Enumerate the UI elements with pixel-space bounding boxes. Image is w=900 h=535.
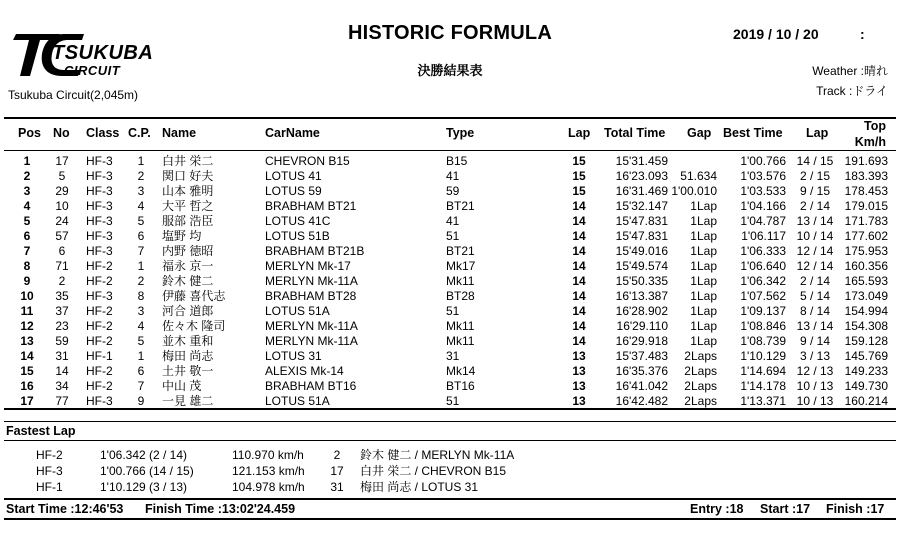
start-count: Start :17 [760,502,811,516]
cell-type: 31 [446,349,460,363]
results-table-body [0,154,900,409]
fastest-lap-speed: 104.978 km/h [232,480,305,494]
cell-total: 16'29.918 [615,334,668,348]
cell-class: HF-2 [86,274,113,288]
cell-gap: 1Lap [690,259,717,273]
cell-name: 伊藤 喜代志 [162,289,226,303]
cell-blap: 2 / 15 [799,169,831,183]
cell-name: 梅田 尚志 [162,349,214,363]
table-bottom-rule [4,408,896,410]
cell-cp: 2 [137,274,145,288]
cell-best: 1'06.117 [741,229,786,243]
cell-gap: 1Lap [690,274,717,288]
cell-cp: 4 [137,319,145,333]
cell-gap: 1Lap [690,199,717,213]
cell-pos: 1 [23,154,31,168]
cell-class: HF-3 [86,244,113,258]
cell-gap: 1Lap [690,334,717,348]
page-title: HISTORIC FORMULA [348,22,552,44]
cell-name: 土井 敬一 [162,364,214,378]
cell-car: LOTUS 31 [265,349,322,363]
fastest-lap-class: HF-3 [36,464,63,478]
cell-kmh: 177.602 [844,229,888,243]
cell-pos: 10 [20,289,34,303]
cell-no: 37 [55,304,69,318]
cell-car: BRABHAM BT28 [265,289,357,303]
cell-pos: 12 [20,319,34,333]
cell-blap: 10 / 13 [796,394,834,408]
cell-class: HF-2 [86,334,113,348]
cell-cp: 2 [137,169,145,183]
cell-name: 内野 徳昭 [162,244,214,258]
cell-cp: 1 [137,259,145,273]
cell-pos: 6 [23,229,31,243]
fastest-lap-title: Fastest Lap [6,424,76,438]
cell-lap: 13 [572,364,586,378]
cell-kmh: 154.994 [844,304,888,318]
col-no: No [53,126,70,140]
cell-type: Mk11 [446,334,475,348]
cell-car: CHEVRON B15 [265,154,350,168]
cell-pos: 7 [23,244,31,258]
table-row [0,154,900,169]
col-carname: CarName [265,126,320,140]
cell-gap: 2Laps [684,394,717,408]
cell-total: 15'49.016 [615,244,668,258]
cell-type: BT28 [446,289,475,303]
cell-best: 1'04.166 [740,199,786,213]
fastest-lap-time: 1'06.342 (2 / 14) [100,448,188,462]
cell-car: LOTUS 51B [265,229,330,243]
fastest-lap-time: 1'00.766 (14 / 15) [100,464,194,478]
table-row [0,349,900,364]
cell-best: 1'14.694 [740,364,786,378]
venue-label: Tsukuba Circuit(2,045m) [8,88,139,102]
table-row [0,379,900,394]
cell-pos: 9 [23,274,31,288]
cell-total: 16'35.376 [615,364,668,378]
cell-total: 15'31.459 [615,154,668,168]
col-total-time: Total Time [604,126,666,140]
cell-type: BT21 [446,244,475,258]
col-lap: Lap [568,126,591,140]
cell-gap: 1Lap [690,304,717,318]
cell-pos: 8 [23,259,31,273]
cell-name: 一見 雄二 [162,394,214,408]
cell-best: 1'13.371 [740,394,786,408]
cell-cp: 6 [137,364,145,378]
cell-pos: 2 [23,169,31,183]
race-date-suffix: : [860,26,865,42]
list-item [0,463,900,479]
cell-no: 23 [55,319,69,333]
cell-total: 16'41.042 [615,379,668,393]
cell-class: HF-2 [86,304,113,318]
cell-no: 10 [55,199,69,213]
cell-car: BRABHAM BT21B [265,244,365,258]
fastest-lap-class: HF-2 [36,448,63,462]
cell-name: 河合 道郎 [162,304,214,318]
cell-cp: 8 [137,289,145,303]
cell-gap: 1Lap [690,214,717,228]
cell-no: 2 [58,274,66,288]
footer-top-rule [4,498,896,500]
cell-car: MERLYN Mk-11A [265,334,358,348]
cell-best: 1'10.129 [740,349,786,363]
table-header-rule [4,150,896,151]
cell-kmh: 183.393 [844,169,888,183]
cell-gap: 1Lap [690,319,717,333]
cell-total: 15'50.335 [615,274,668,288]
cell-kmh: 160.214 [844,394,888,408]
cell-class: HF-3 [86,289,113,303]
cell-no: 57 [55,229,69,243]
table-row [0,199,900,214]
cell-kmh: 149.730 [844,379,888,393]
cell-no: 35 [55,289,69,303]
table-row [0,274,900,289]
cell-cp: 4 [137,199,145,213]
cell-gap: 1Lap [690,289,717,303]
col-best-lap: Lap [806,126,829,140]
cell-blap: 13 / 14 [796,214,834,228]
cell-name: 佐々木 隆司 [162,319,226,333]
cell-name: 塩野 均 [162,229,202,243]
cell-kmh: 145.769 [844,349,888,363]
cell-lap: 15 [572,169,586,183]
cell-total: 16'13.387 [615,289,668,303]
cell-total: 16'29.110 [616,319,668,333]
cell-kmh: 179.015 [844,199,888,213]
cell-kmh: 159.128 [844,334,888,348]
cell-lap: 15 [572,154,586,168]
col-pos: Pos [18,126,41,140]
cell-lap: 14 [572,229,586,243]
cell-best: 1'08.739 [740,334,786,348]
cell-lap: 13 [572,394,586,408]
cell-car: LOTUS 51A [265,304,330,318]
cell-pos: 17 [20,394,34,408]
cell-no: 34 [55,379,69,393]
page-subtitle: 決勝結果表 [417,63,483,78]
cell-total: 16'23.093 [615,169,668,183]
cell-car: BRABHAM BT21 [265,199,357,213]
track-condition-label: Track :ドライ [816,84,888,98]
cell-kmh: 175.953 [844,244,888,258]
cell-gap: 2Laps [684,379,717,393]
fastest-lap-list [0,447,900,495]
cell-total: 15'32.147 [615,199,668,213]
fastest-lap-driver: 梅田 尚志 / LOTUS 31 [360,480,479,494]
cell-class: HF-3 [86,184,113,198]
table-row [0,319,900,334]
cell-best: 1'09.137 [740,304,786,318]
fastest-lap-time: 1'10.129 (3 / 13) [100,480,188,494]
col-name: Name [162,126,197,140]
cell-type: 51 [446,229,460,243]
cell-class: HF-3 [86,199,113,213]
cell-total: 15'47.831 [615,229,668,243]
cell-kmh: 165.593 [844,274,888,288]
cell-kmh: 149.233 [844,364,888,378]
cell-pos: 3 [23,184,31,198]
cell-blap: 2 / 14 [799,199,831,213]
cell-pos: 14 [20,349,34,363]
cell-type: B15 [446,154,468,168]
table-row [0,244,900,259]
cell-type: Mk17 [446,259,476,273]
cell-car: MERLYN Mk-17 [265,259,351,273]
cell-kmh: 173.049 [844,289,888,303]
col-type: Type [446,126,475,140]
cell-pos: 11 [20,304,34,318]
cell-total: 15'47.831 [615,214,668,228]
cell-no: 6 [58,244,66,258]
cell-lap: 14 [572,274,586,288]
cell-cp: 1 [137,154,145,168]
cell-lap: 14 [572,214,586,228]
race-date: 2019 / 10 / 20 [733,26,819,42]
cell-pos: 16 [20,379,34,393]
cell-car: LOTUS 59 [265,184,322,198]
cell-type: 41 [446,214,460,228]
cell-best: 1'03.533 [740,184,786,198]
cell-no: 77 [55,394,69,408]
cell-lap: 14 [572,304,586,318]
cell-gap: 1Lap [690,244,717,258]
cell-best: 1'00.766 [740,154,786,168]
cell-type: 41 [446,169,460,183]
cell-class: HF-3 [86,169,113,183]
cell-blap: 13 / 14 [796,319,834,333]
cell-gap: 1Lap [690,229,717,243]
fastest-lap-speed: 110.970 km/h [232,448,304,462]
table-row [0,394,900,409]
cell-blap: 2 / 14 [799,274,831,288]
cell-class: HF-3 [86,154,113,168]
cell-no: 71 [55,259,69,273]
cell-lap: 14 [572,319,586,333]
cell-total: 16'31.469 [615,184,668,198]
cell-no: 29 [55,184,69,198]
cell-lap: 13 [572,349,586,363]
cell-blap: 5 / 14 [799,289,831,303]
finish-time: Finish Time :13:02'24.459 [145,502,296,516]
table-row [0,184,900,199]
cell-blap: 10 / 14 [796,229,834,243]
cell-car: LOTUS 51A [265,394,330,408]
cell-kmh: 191.693 [844,154,888,168]
cell-no: 31 [55,349,69,363]
cell-best: 1'03.576 [740,169,786,183]
logo-word-circuit: CIRCUIT [64,63,121,78]
cell-type: BT21 [446,199,475,213]
table-row [0,289,900,304]
start-time: Start Time :12:46'53 [6,502,124,516]
cell-total: 15'49.574 [615,259,668,273]
cell-type: BT16 [446,379,475,393]
finish-count: Finish :17 [826,502,885,516]
cell-cp: 1 [137,349,145,363]
cell-class: HF-3 [86,214,113,228]
cell-car: MERLYN Mk-11A [265,319,358,333]
cell-name: 鈴木 健二 [162,274,214,288]
fastest-lap-title-rule [4,440,896,441]
cell-blap: 9 / 15 [799,184,831,198]
cell-best: 1'08.846 [740,319,786,333]
cell-no: 14 [55,364,69,378]
cell-name: 大平 哲之 [162,199,214,213]
cell-cp: 6 [137,229,145,243]
col-class: Class [86,126,120,140]
cell-car: MERLYN Mk-11A [265,274,358,288]
cell-class: HF-2 [86,364,113,378]
cell-car: ALEXIS Mk-14 [265,364,344,378]
table-row [0,169,900,184]
cell-cp: 7 [137,244,145,258]
col-top-speed-line1: Top [864,119,886,133]
cell-blap: 10 / 13 [796,379,834,393]
cell-pos: 15 [20,364,34,378]
cell-total: 16'28.902 [615,304,668,318]
col-top-speed-line2: Km/h [854,135,886,149]
cell-total: 16'42.482 [615,394,668,408]
cell-gap: 2Laps [684,349,717,363]
cell-lap: 14 [572,199,586,213]
cell-car: LOTUS 41 [265,169,322,183]
cell-total: 15'37.483 [615,349,668,363]
table-row [0,259,900,274]
cell-cp: 3 [137,304,145,318]
fastest-lap-class: HF-1 [36,480,63,494]
fastest-lap-no: 17 [330,464,344,478]
cell-no: 24 [55,214,69,228]
cell-class: HF-1 [86,349,113,363]
fastest-lap-driver: 白井 栄二 / CHEVRON B15 [360,464,507,478]
cell-car: BRABHAM BT16 [265,379,357,393]
cell-kmh: 178.453 [844,184,888,198]
col-best-time: Best Time [723,126,783,140]
col-top-speed [846,118,886,150]
cell-blap: 12 / 13 [796,364,834,378]
cell-best: 1'04.787 [740,214,786,228]
cell-gap: 1'00.010 [671,184,717,198]
cell-pos: 5 [23,214,31,228]
logo-word-tsukuba: TSUKUBA [52,42,154,64]
cell-name: 服部 浩臣 [162,214,214,228]
cell-cp: 9 [137,394,145,408]
fastest-lap-speed: 121.153 km/h [232,464,305,478]
weather-label: Weather :晴れ [812,64,888,78]
cell-type: Mk11 [446,274,475,288]
cell-pos: 13 [20,334,34,348]
fastest-lap-no: 31 [330,480,344,494]
cell-lap: 14 [572,334,586,348]
cell-lap: 14 [572,244,586,258]
cell-class: HF-2 [86,259,113,273]
cell-type: Mk11 [446,319,475,333]
cell-blap: 12 / 14 [796,259,834,273]
table-row [0,334,900,349]
table-row [0,364,900,379]
cell-type: Mk14 [446,364,476,378]
cell-name: 山本 雅明 [162,184,214,198]
cell-pos: 4 [23,199,31,213]
table-row [0,229,900,244]
cell-lap: 14 [572,259,586,273]
fastest-lap-top-rule [4,421,896,422]
cell-class: HF-3 [86,229,113,243]
col-cp: C.P. [128,126,151,140]
footer-bottom-rule [4,518,896,520]
cell-gap: 51.634 [680,169,717,183]
cell-best: 1'06.640 [740,259,786,273]
cell-name: 関口 好夫 [162,169,214,183]
fastest-lap-no: 2 [333,448,341,462]
entry-count: Entry :18 [690,502,744,516]
cell-name: 白井 栄二 [162,154,214,168]
cell-gap: 2Laps [684,364,717,378]
cell-class: HF-2 [86,379,113,393]
cell-cp: 3 [137,184,145,198]
cell-no: 59 [55,334,69,348]
cell-class: HF-2 [86,319,113,333]
cell-blap: 12 / 14 [796,244,834,258]
cell-type: 51 [446,394,460,408]
fastest-lap-driver: 鈴木 健二 / MERLYN Mk-11A [360,448,515,462]
cell-blap: 14 / 15 [796,154,834,168]
cell-best: 1'14.178 [740,379,786,393]
cell-type: 51 [446,304,460,318]
cell-blap: 3 / 13 [799,349,831,363]
cell-blap: 8 / 14 [799,304,831,318]
list-item [0,447,900,463]
cell-kmh: 171.783 [844,214,888,228]
cell-cp: 5 [137,214,145,228]
cell-lap: 14 [572,289,586,303]
cell-name: 中山 茂 [162,379,202,393]
col-gap: Gap [687,126,712,140]
cell-type: 59 [446,184,460,198]
cell-cp: 7 [137,379,145,393]
cell-no: 5 [58,169,66,183]
cell-blap: 9 / 14 [799,334,831,348]
cell-best: 1'07.562 [740,289,786,303]
table-top-rule [4,117,896,119]
cell-car: LOTUS 41C [265,214,331,228]
table-row [0,214,900,229]
cell-kmh: 160.356 [844,259,888,273]
cell-name: 福永 京一 [162,259,214,273]
cell-kmh: 154.308 [844,319,888,333]
cell-lap: 15 [572,184,586,198]
list-item [0,479,900,495]
cell-no: 17 [55,154,69,168]
cell-best: 1'06.342 [740,274,786,288]
cell-class: HF-3 [86,394,113,408]
cell-best: 1'06.333 [740,244,786,258]
cell-name: 並木 重和 [162,334,214,348]
table-row [0,304,900,319]
cell-cp: 5 [137,334,145,348]
cell-lap: 13 [572,379,586,393]
